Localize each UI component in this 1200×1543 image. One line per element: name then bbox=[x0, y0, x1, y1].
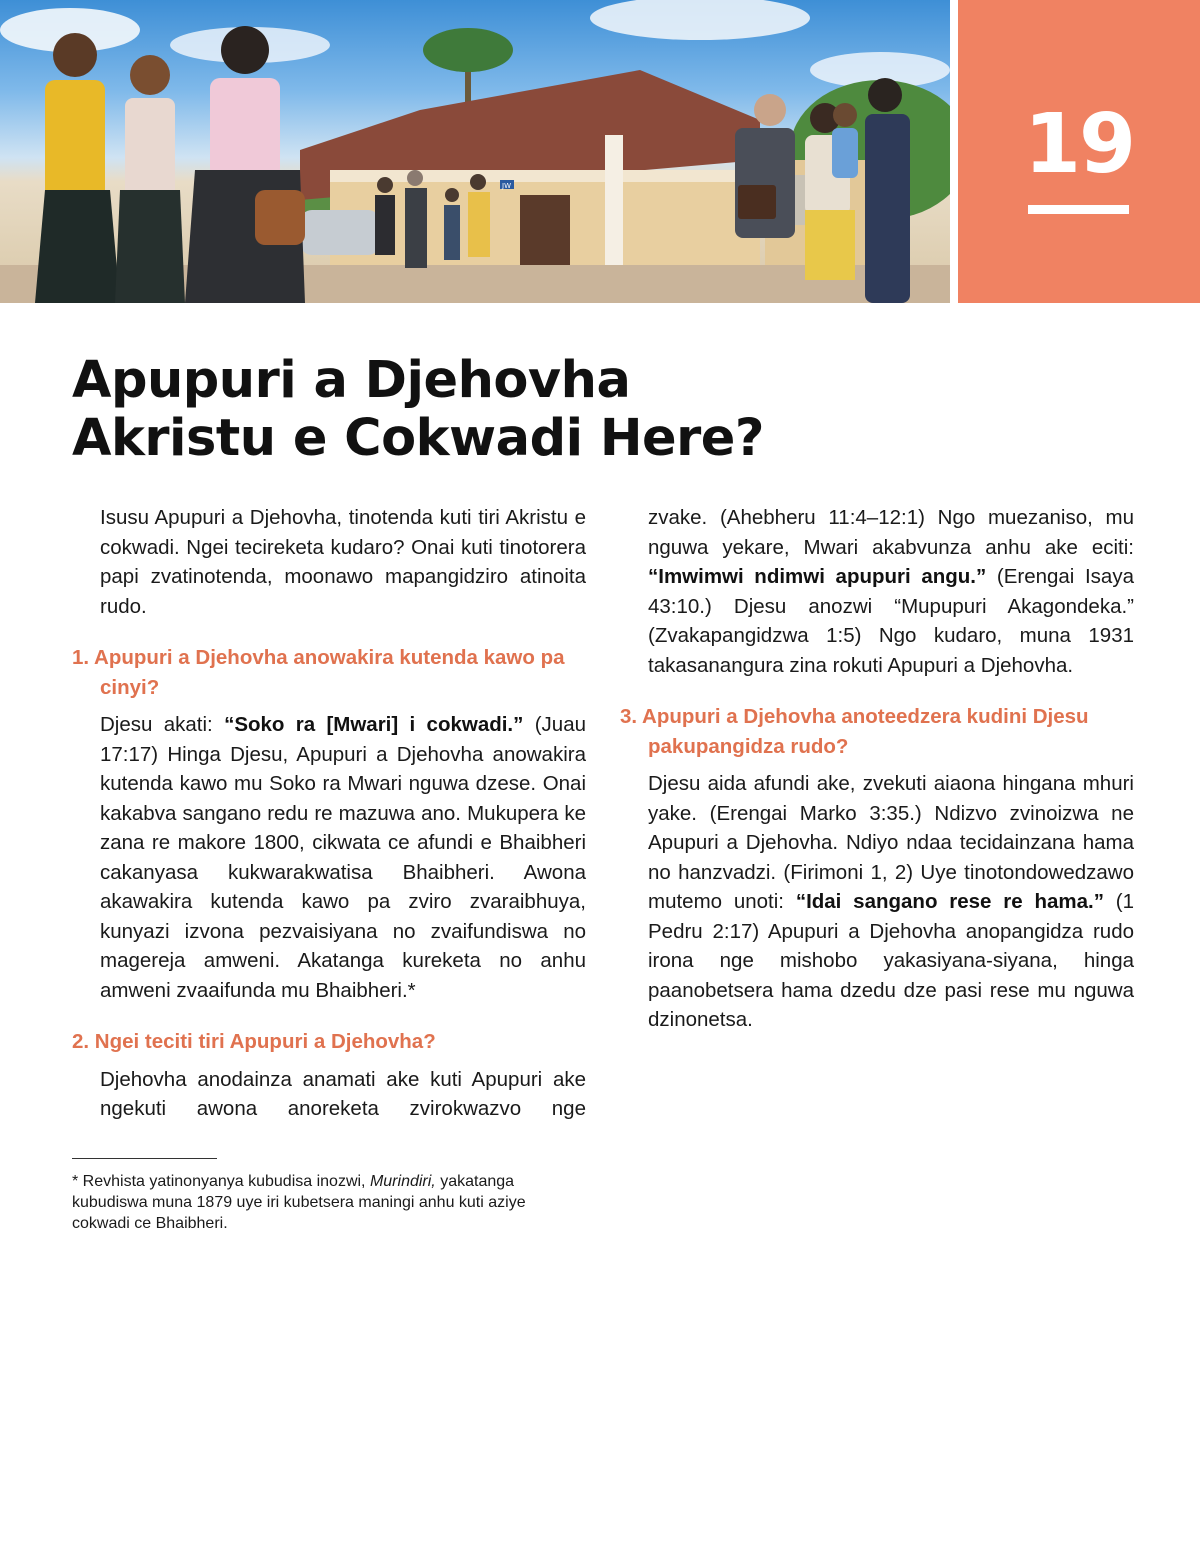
q1-text-before: Djesu akati: bbox=[100, 713, 225, 736]
question-3-heading: 3. Apupuri a Djehovha anoteedzera kudini Djesu pakupangidza rudo? bbox=[620, 705, 1089, 758]
q3-quote: “Idai sangano rese re hama.” bbox=[795, 890, 1104, 913]
question-2-body-continued bbox=[620, 503, 1134, 680]
question-1-body bbox=[72, 710, 586, 1005]
hero-photo bbox=[0, 0, 950, 303]
footnote-divider bbox=[72, 1158, 217, 1159]
q1-text-after: (Juau 17:17) Hinga Djesu, Apupuri a Djehovha anowakira kutenda kawo mu Soko ra Mwari nguwa dzese. Onai kakabva sangano redu re mazuwa ano. Mukupera ke zana re makore 1800, cikwata ce afundi e Bhaibheri cakanyasa kukwarakwatisa Bhaibheri. Awona akawakira kutenda kawo pa zviro zvaraibhuya, kunyazi izvona pezvaisiyana no zvaifundiswa no magereja amweni. Akatanga kureketa no anhu amweni zvaaifunda mu Bhaibheri.* bbox=[100, 713, 586, 1002]
right-column bbox=[620, 503, 1134, 1035]
jw-sign-text: JW bbox=[502, 182, 511, 190]
hero-illustration bbox=[0, 0, 950, 303]
page-title bbox=[72, 352, 972, 468]
footnote-text-before: * Revhista yatinonyanya kubudisa inozwi, bbox=[72, 1173, 370, 1190]
title-line-2: Akristu e Cokwadi Here? bbox=[72, 409, 764, 468]
question-3-body bbox=[620, 769, 1134, 1035]
q2-text-b: (Erengai Isaya 43:10.) Djesu anozwi “Mupupuri Akagondeka.” (Zvakapangidzwa 1:5) Ngo kudaro, muna 1931 takasanangura zina rokuti Apupuri a Djehovha. bbox=[648, 565, 1134, 677]
q3-text-after: (1 Pedru 2:17) Apupuri a Djehovha anopangidza rudo irona nge mishobo yakasiyana-siyana, hinga paanobetsera hama dzedu dze pasi rese mu nguwa dzinonetsa. bbox=[648, 890, 1134, 1031]
footnote-text-after: yakatanga kubudiswa muna 1879 uye iri kubetsera maningi anhu kuti aziye cokwadi ce Bhaibheri. bbox=[72, 1173, 526, 1232]
lesson-number-underline bbox=[1028, 205, 1129, 214]
q1-quote: “Soko ra [Mwari] i cokwadi.” bbox=[224, 713, 524, 736]
lesson-number: 19 bbox=[1023, 97, 1135, 192]
q2-quote: “Imwimwi ndimwi apupuri angu.” bbox=[648, 565, 987, 588]
lesson-number-box bbox=[958, 0, 1200, 303]
footnote-italic-title: Murindiri, bbox=[369, 1173, 436, 1190]
question-2-body-start: Djehovha anodainza anamati ake kuti Apupuri ake ngekuti awona anoreketa zvirokwazvo nge bbox=[100, 1067, 586, 1120]
question-2-heading: 2. Ngei teciti tiri Apupuri a Djehovha? bbox=[72, 1030, 436, 1053]
title-line-1: Apupuri a Djehovha bbox=[72, 351, 631, 410]
left-column bbox=[72, 503, 586, 1124]
question-1-heading: 1. Apupuri a Djehovha anowakira kutenda kawo pa cinyi? bbox=[72, 646, 565, 699]
q2-text-a: zvake. (Ahebheru 11:4–12:1) Ngo muezaniso, mu nguwa yekare, Mwari akabvunza anhu ake eciti: bbox=[648, 506, 1134, 559]
intro-paragraph: Isusu Apupuri a Djehovha, tinotenda kuti tiri Akristu e cokwadi. Ngei tecireketa kudaro? Onai kuti tinotorera papi zvatinotenda, moonawo mapangidziro atinoita rudo. bbox=[100, 506, 586, 618]
footnote bbox=[72, 1171, 580, 1234]
q3-text-before: Djesu aida afundi ake, zvekuti aiaona hingana mhuri yake. (Erengai Marko 3:35.) Ndizvo zvinoizwa ne Apupuri a Djehovha. Ndiyo ndaa tecidainzana hama no hanzvadzi. (Firimoni 1, 2) Uye tinotondowedzawo mutemo unoti: bbox=[648, 772, 1134, 913]
